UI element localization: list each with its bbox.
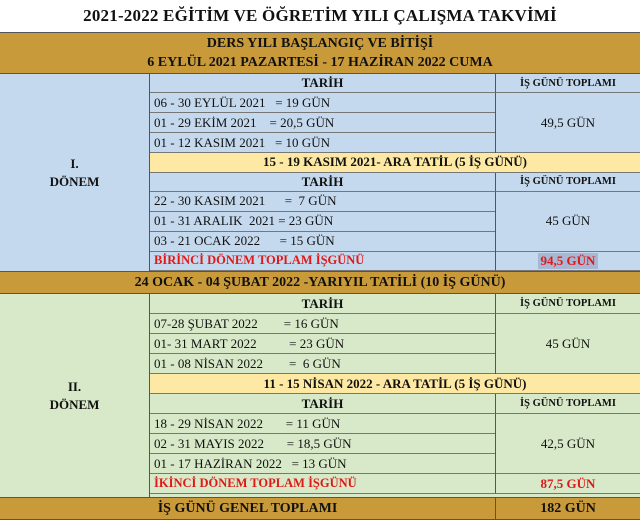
term-1-label xyxy=(0,74,150,271)
summary-label: İKİNCİ DÖNEM TOPLAM İŞGÜNÜ xyxy=(150,474,496,494)
year-header xyxy=(0,32,640,74)
table-header xyxy=(150,173,640,192)
term-1-part-2 xyxy=(150,192,640,252)
date-row: 01 - 31 ARALIK 2021 = 23 GÜN xyxy=(150,212,495,232)
column-header-tarih: TARİH xyxy=(150,173,496,192)
part-total: 49,5 GÜN xyxy=(496,93,640,153)
term-2-word: DÖNEM xyxy=(49,396,100,412)
part-total: 42,5 GÜN xyxy=(496,414,640,474)
column-header-tarih: TARİH xyxy=(150,294,496,314)
part-total: 45 GÜN xyxy=(496,192,640,252)
grand-total-value: 182 GÜN xyxy=(540,500,596,516)
date-row: 03 - 21 OCAK 2022 = 15 GÜN xyxy=(150,232,495,252)
column-header-total: İŞ GÜNÜ TOPLAMI xyxy=(496,74,640,93)
grand-total-label: İŞ GÜNÜ GENEL TOPLAMI xyxy=(0,498,496,519)
semester-break-band: 24 OCAK - 04 ŞUBAT 2022 -YARIYIL TATİLİ (10 İŞ GÜNÜ) xyxy=(0,272,640,294)
part-total: 45 GÜN xyxy=(496,314,640,374)
date-row: 07-28 ŞUBAT 2022 = 16 GÜN xyxy=(150,314,495,334)
date-row: 01 - 12 KASIM 2021 = 10 GÜN xyxy=(150,133,495,153)
page-title: 2021-2022 EĞİTİM VE ÖĞRETİM YILI ÇALIŞMA TAKVİMİ xyxy=(83,6,557,25)
table-header xyxy=(150,394,640,414)
year-header-line1: DERS YILI BAŞLANGIÇ VE BİTİŞİ xyxy=(206,36,434,51)
term-2-part-2 xyxy=(150,414,640,474)
column-header-total: İŞ GÜNÜ TOPLAMI xyxy=(496,173,640,192)
date-row: 06 - 30 EYLÜL 2021 = 19 GÜN xyxy=(150,93,495,113)
term-1-roman: I. xyxy=(70,155,79,171)
column-header-tarih: TARİH xyxy=(150,394,496,414)
grand-total-band xyxy=(0,498,640,520)
term-2-part-1 xyxy=(150,314,640,374)
date-row: 01 - 29 EKİM 2021 = 20,5 GÜN xyxy=(150,113,495,133)
summary-value: 87,5 GÜN xyxy=(496,474,640,494)
term-1-part-1 xyxy=(150,93,640,153)
date-row: 02 - 31 MAYIS 2022 = 18,5 GÜN xyxy=(150,434,495,454)
date-row: 18 - 29 NİSAN 2022 = 11 GÜN xyxy=(150,414,495,434)
term-1-summary xyxy=(150,252,640,271)
date-row: 22 - 30 KASIM 2021 = 7 GÜN xyxy=(150,192,495,212)
mid-term-break: 15 - 19 KASIM 2021- ARA TATİL (5 İŞ GÜNÜ) xyxy=(150,153,640,172)
term-2-section xyxy=(0,294,640,498)
mid-term-break: 11 - 15 NİSAN 2022 - ARA TATİL (5 İŞ GÜNÜ) xyxy=(150,374,640,394)
table-header xyxy=(150,74,640,93)
term-2-grid xyxy=(150,294,640,497)
date-row: 01 - 17 HAZİRAN 2022 = 13 GÜN xyxy=(150,454,495,474)
table-header xyxy=(150,294,640,314)
term-2-label xyxy=(0,294,150,497)
summary-value: 94,5 GÜN xyxy=(538,253,599,269)
summary-label: BİRİNCİ DÖNEM TOPLAM İŞGÜNÜ xyxy=(150,252,496,271)
date-row: 01- 31 MART 2022 = 23 GÜN xyxy=(150,334,495,354)
column-header-tarih: TARİH xyxy=(150,74,496,93)
column-header-total: İŞ GÜNÜ TOPLAMI xyxy=(496,394,640,414)
date-row: 01 - 08 NİSAN 2022 = 6 GÜN xyxy=(150,354,495,374)
column-header-total: İŞ GÜNÜ TOPLAMI xyxy=(496,294,640,314)
term-2-roman: II. xyxy=(67,378,82,394)
term-1-section xyxy=(0,74,640,272)
term-2-summary xyxy=(150,474,640,494)
term-1-grid xyxy=(150,74,640,271)
year-header-line2: 6 EYLÜL 2021 PAZARTESİ - 17 HAZİRAN 2022 CUMA xyxy=(147,55,493,70)
term-1-word: DÖNEM xyxy=(49,173,100,189)
